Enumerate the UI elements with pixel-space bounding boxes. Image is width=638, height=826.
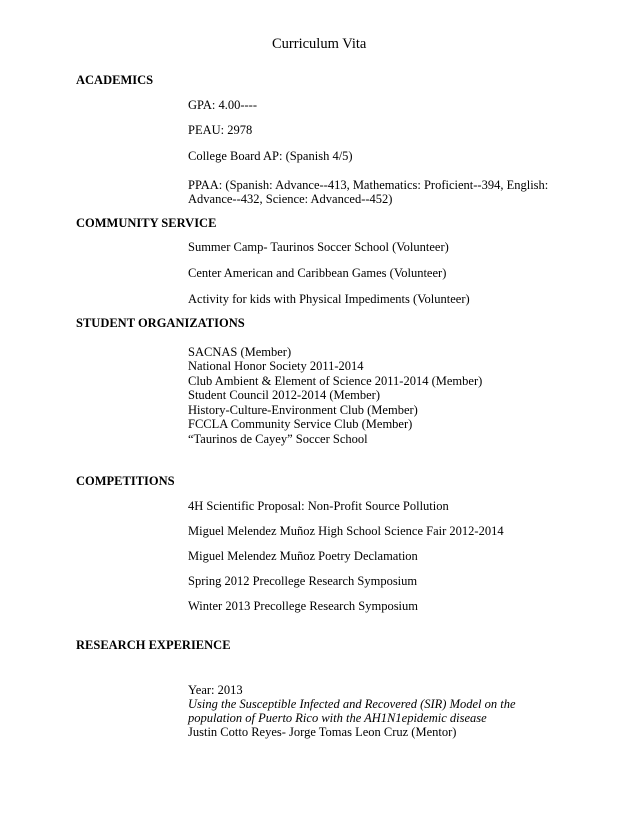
competition-item: Winter 2013 Precollege Research Symposium [188, 599, 418, 613]
academics-heading: ACADEMICS [76, 73, 154, 87]
research-year: Year: 2013 [188, 683, 243, 697]
academics-item: Advance--432, Science: Advanced--452) [188, 192, 393, 206]
page-title: Curriculum Vita [272, 36, 367, 52]
competitions-heading: COMPETITIONS [76, 474, 175, 488]
community-service-heading: COMMUNITY SERVICE [76, 216, 217, 230]
academics-item: College Board AP: (Spanish 4/5) [188, 149, 353, 163]
research-authors: Justin Cotto Reyes- Jorge Tomas Leon Cruz (Mentor) [188, 725, 457, 739]
organization-item: SACNAS (Member) [188, 345, 292, 359]
competition-item: Miguel Melendez Muñoz Poetry Declamation [188, 549, 418, 563]
competition-item: Spring 2012 Precollege Research Symposium [188, 574, 418, 588]
organization-item: Club Ambient & Element of Science 2011-2014 (Member) [188, 374, 483, 388]
academics-item: GPA: 4.00---- [188, 98, 257, 112]
organization-item: History-Culture-Environment Club (Member) [188, 403, 418, 417]
research-title-line-2: population of Puerto Rico with the AH1N1epidemic disease [188, 711, 487, 725]
student-organizations-heading: STUDENT ORGANIZATIONS [76, 316, 245, 330]
community-service-item: Center American and Caribbean Games (Volunteer) [188, 266, 447, 280]
organization-item: National Honor Society 2011-2014 [188, 359, 364, 373]
organization-item: “Taurinos de Cayey” Soccer School [188, 432, 368, 446]
community-service-item: Summer Camp- Taurinos Soccer School (Volunteer) [188, 240, 449, 254]
academics-item: PEAU: 2978 [188, 123, 253, 137]
research-experience-heading: RESEARCH EXPERIENCE [76, 638, 231, 652]
organization-item: Student Council 2012-2014 (Member) [188, 388, 380, 402]
organization-item: FCCLA Community Service Club (Member) [188, 417, 413, 431]
academics-item: PPAA: (Spanish: Advance--413, Mathematics: Proficient--394, English: [188, 178, 549, 192]
research-title-line-1: Using the Susceptible Infected and Recovered (SIR) Model on the [188, 697, 516, 711]
competition-item: 4H Scientific Proposal: Non-Profit Source Pollution [188, 499, 449, 513]
community-service-item: Activity for kids with Physical Impediments (Volunteer) [188, 292, 470, 306]
competition-item: Miguel Melendez Muñoz High School Science Fair 2012-2014 [188, 524, 504, 538]
